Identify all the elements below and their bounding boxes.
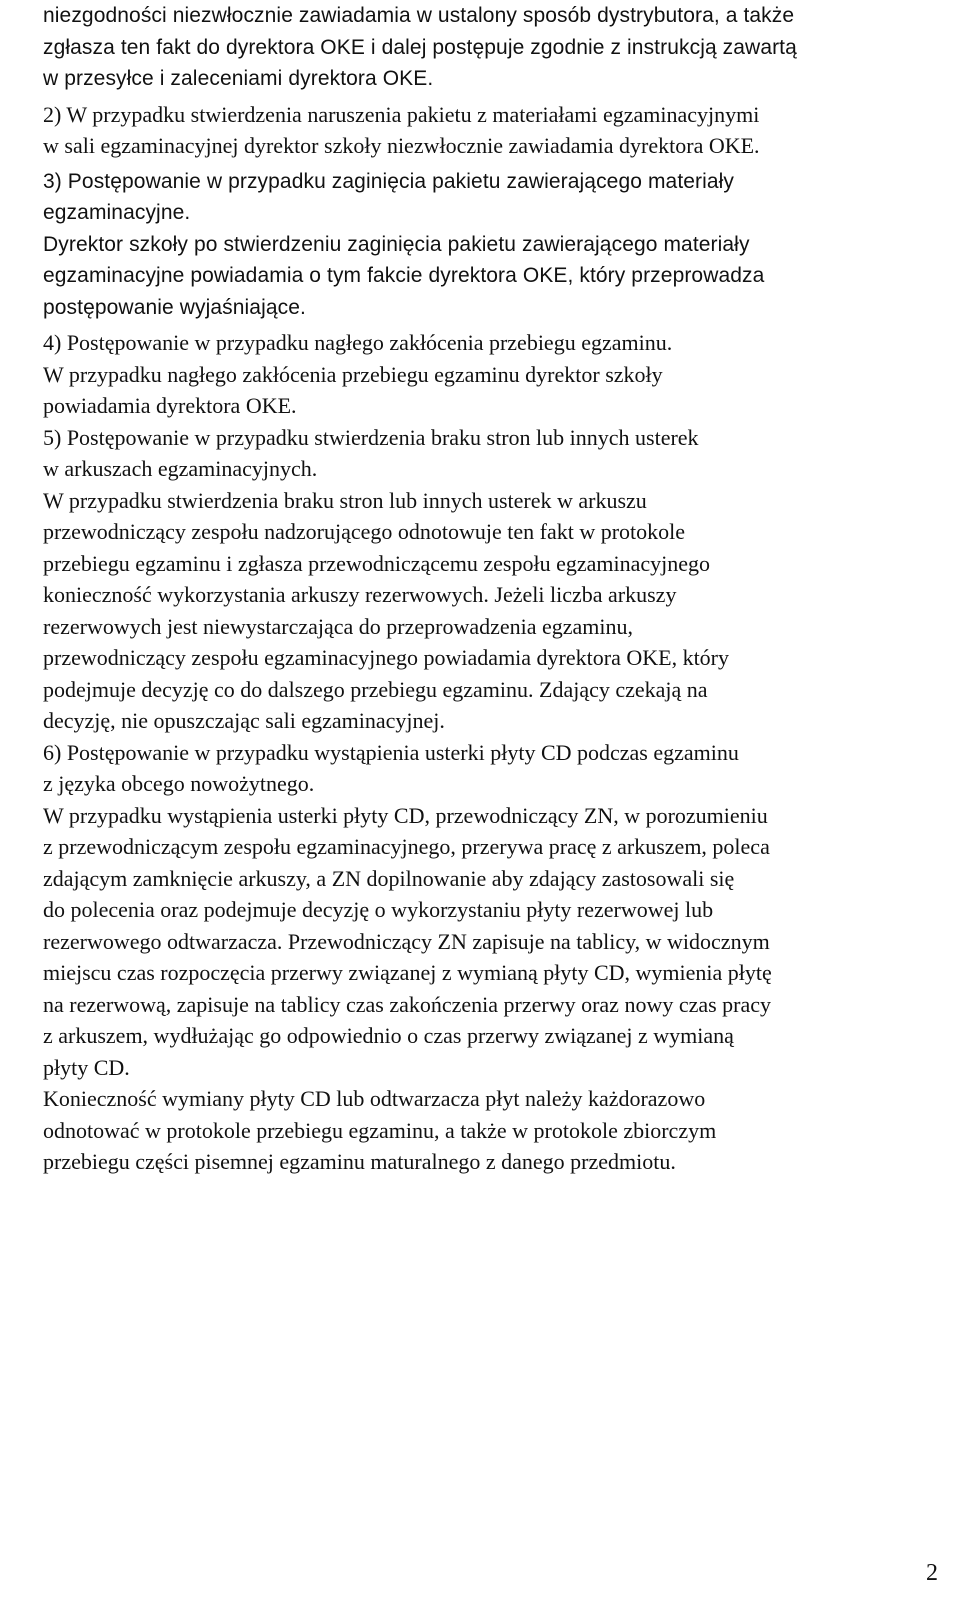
text-line: płyty CD. bbox=[43, 1054, 130, 1080]
text-line: podejmuje decyzję co do dalszego przebiegu egzaminu. Zdający czekają na bbox=[43, 676, 708, 702]
text-line: powiadamia dyrektora OKE. bbox=[43, 393, 297, 418]
text-line: W przypadku wystąpienia usterki płyty CD, przewodniczący ZN, w porozumieniu bbox=[43, 802, 768, 828]
text-line: przewodniczący zespołu egzaminacyjnego powiadamia dyrektora OKE, który bbox=[43, 645, 730, 670]
text-line: z przewodniczącym zespołu egzaminacyjnego, przerywa pracę z arkuszem, poleca bbox=[43, 834, 770, 859]
text-line: W przypadku nagłego zakłócenia przebiegu egzaminu dyrektor szkoły bbox=[43, 361, 663, 387]
text-line: rezerwowego odtwarzacza. Przewodniczący ZN zapisuje na tablicy, w widocznym bbox=[43, 928, 770, 954]
text-line: 4) Postępowanie w przypadku nagłego zakłócenia przebiegu egzaminu. bbox=[43, 330, 673, 355]
page-number: 2 bbox=[926, 1560, 938, 1586]
text-line: do polecenia oraz podejmuje decyzję o wykorzystaniu płyty rezerwowej lub bbox=[43, 897, 714, 922]
text-line: 5) Postępowanie w przypadku stwierdzenia braku stron lub innych usterek bbox=[43, 424, 699, 450]
text-line: W przypadku stwierdzenia braku stron lub innych usterek w arkuszu bbox=[43, 487, 647, 513]
text-line: egzaminacyjne powiadamia o tym fakcie dyrektora OKE, który przeprowadza bbox=[43, 264, 765, 287]
document-body bbox=[43, 0, 943, 1178]
text-line: decyzję, nie opuszczając sali egzaminacyjnej. bbox=[43, 708, 445, 733]
text-line: rezerwowych jest niewystarczająca do przeprowadzenia egzaminu, bbox=[43, 613, 634, 639]
text-line: konieczność wykorzystania arkuszy rezerwowych. Jeżeli liczba arkuszy bbox=[43, 582, 677, 607]
text-line: przewodniczący zespołu nadzorującego odnotowuje ten fakt w protokole bbox=[43, 519, 686, 544]
text-line: zdającym zamknięcie arkuszy, a ZN dopilnowanie aby zdający zastosowali się bbox=[43, 865, 735, 891]
text-line: 2) W przypadku stwierdzenia naruszenia pakietu z materiałami egzaminacyjnymi bbox=[43, 101, 760, 127]
text-line: egzaminacyjne. bbox=[43, 201, 191, 224]
text-line: w arkuszach egzaminacyjnych. bbox=[43, 456, 318, 481]
text-line: Dyrektor szkoły po stwierdzeniu zaginięcia pakietu zawierającego materiały bbox=[43, 232, 750, 256]
text-line: w przesyłce i zaleceniami dyrektora OKE. bbox=[43, 67, 434, 90]
text-line: niezgodności niezwłocznie zawiadamia w ustalony sposób dystrybutora, a także bbox=[43, 4, 795, 27]
text-line: postępowanie wyjaśniające. bbox=[43, 295, 306, 319]
text-line: z języka obcego nowożytnego. bbox=[43, 771, 315, 796]
text-line: w sali egzaminacyjnej dyrektor szkoły niezwłocznie zawiadamia dyrektora OKE. bbox=[43, 133, 760, 158]
text-line: odnotować w protokole przebiegu egzaminu, a także w protokole zbiorczym bbox=[43, 1117, 717, 1143]
text-line: przebiegu egzaminu i zgłasza przewodniczącemu zespołu egzaminacyjnego bbox=[43, 550, 711, 576]
text-line: na rezerwową, zapisuje na tablicy czas zakończenia przerwy oraz nowy czas pracy bbox=[43, 991, 772, 1017]
text-line: przebiegu części pisemnej egzaminu maturalnego z danego przedmiotu. bbox=[43, 1149, 676, 1174]
text-line: z arkuszem, wydłużając go odpowiednio o czas przerwy związanej z wymianą bbox=[43, 1023, 734, 1048]
text-line: Konieczność wymiany płyty CD lub odtwarzacza płyt należy każdorazowo bbox=[43, 1086, 706, 1111]
text-line: zgłasza ten fakt do dyrektora OKE i dalej postępuje zgodnie z instrukcją zawartą bbox=[43, 35, 797, 59]
text-line: 6) Postępowanie w przypadku wystąpienia usterki płyty CD podczas egzaminu bbox=[43, 739, 739, 765]
text-line: miejscu czas rozpoczęcia przerwy związanej z wymianą płyty CD, wymienia płytę bbox=[43, 960, 772, 985]
text-line: 3) Postępowanie w przypadku zaginięcia pakietu zawierającego materiały bbox=[43, 169, 735, 193]
